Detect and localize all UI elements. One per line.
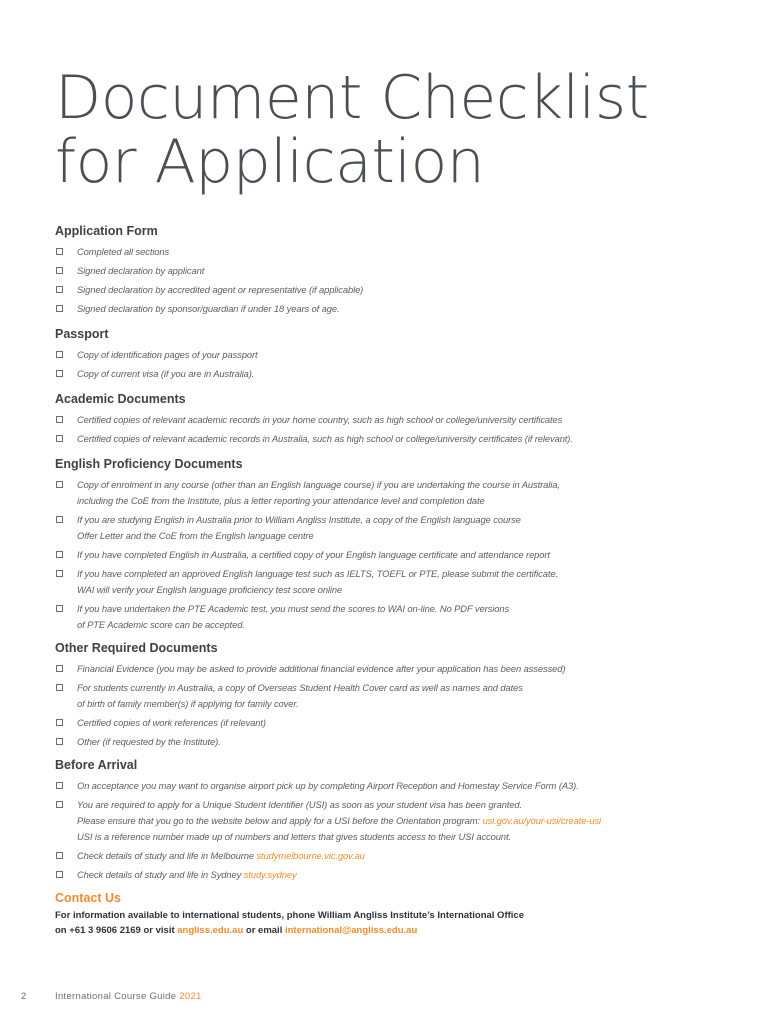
checklist-item: If you are studying English in Australia prior to William Angliss Institute, a copy of the English language course Offer Letter and the CoE from the English language centre [55, 512, 695, 544]
checkbox-icon[interactable] [56, 267, 63, 274]
checkbox-icon[interactable] [56, 435, 63, 442]
website-link[interactable]: angliss.edu.au [177, 925, 244, 936]
checkbox-icon[interactable] [56, 248, 63, 255]
checkbox-icon[interactable] [56, 871, 63, 878]
section-english-proficiency [55, 455, 695, 633]
study-sydney-link[interactable]: study.sydney [243, 869, 297, 880]
checkbox-icon[interactable] [56, 665, 63, 672]
checklist-item: Financial Evidence (you may be asked to provide additional financial evidence after your application has been assessed) [55, 661, 695, 677]
checklist-item: If you have completed an approved English language test such as IELTS, TOEFL or PTE, please submit the certificate. WAI will verify your English language proficiency test score online [55, 566, 695, 598]
checklist-item: Signed declaration by applicant [55, 263, 695, 279]
footer-guide: International Course Guide 2021 [55, 991, 202, 1002]
checkbox-icon[interactable] [56, 782, 63, 789]
checkbox-icon[interactable] [56, 801, 63, 808]
checklist-item: Signed declaration by accredited agent or representative (if applicable) [55, 282, 695, 298]
page-title-line2: for Application [55, 127, 485, 197]
section-other-required [55, 639, 695, 750]
checkbox-icon[interactable] [56, 570, 63, 577]
section-academic-documents [55, 390, 695, 447]
page-footer [0, 991, 770, 1007]
footer-year: 2021 [179, 991, 202, 1002]
checklist-item: If you have completed English in Australia, a certified copy of your English language certificate and attendance report [55, 547, 695, 563]
contact-text: For information available to international students, phone William Angliss Institute’s International Office on +61 3 9606 2169 or visit angliss.edu.au or email international@angliss.edu.au [55, 910, 524, 936]
checkbox-icon[interactable] [56, 852, 63, 859]
checklist-item: On acceptance you may want to organise airport pick up by completing Airport Reception and Homestay Service Form (A3). [55, 778, 695, 794]
checklist-item: Copy of current visa (if you are in Australia). [55, 366, 695, 382]
checkbox-icon[interactable] [56, 305, 63, 312]
checklist-item: Certified copies of work references (if relevant) [55, 715, 695, 731]
checkbox-icon[interactable] [56, 286, 63, 293]
checklist-item: You are required to apply for a Unique Student Identifier (USI) as soon as your student visa has been granted. Please ensure that you go to the website below and apply for a USI before the Orientation program: usi.gov.au/your-usi/create-usi USI is a reference number made up of numbers and letters that gives students access to their USI account. [55, 797, 695, 845]
page-title-line1: Document Checklist [55, 63, 649, 133]
section-heading: Academic Documents [55, 392, 186, 406]
checkbox-icon[interactable] [56, 481, 63, 488]
checklist-item: Other (if requested by the Institute). [55, 734, 695, 750]
section-heading: Application Form [55, 224, 158, 238]
checklist-item: Signed declaration by sponsor/guardian if under 18 years of age. [55, 301, 695, 317]
checkbox-icon[interactable] [56, 605, 63, 612]
checklist-item: Check details of study and life in Melbourne studymelbourne.vic.gov.au [55, 848, 695, 864]
section-heading: Other Required Documents [55, 641, 218, 655]
page-number: 2 [21, 991, 27, 1002]
checkbox-icon[interactable] [56, 416, 63, 423]
checkbox-icon[interactable] [56, 516, 63, 523]
checklist-item: If you have undertaken the PTE Academic test, you must send the scores to WAI on-line. No PDF versions of PTE Academic score can be accepted. [55, 601, 695, 633]
email-link[interactable]: international@angliss.edu.au [284, 925, 418, 936]
section-heading: English Proficiency Documents [55, 457, 243, 471]
checklist-item: Certified copies of relevant academic records in Australia, such as high school or college/university certificates (if relevant). [55, 431, 695, 447]
section-application-form [55, 222, 695, 317]
checklist-content [55, 222, 695, 938]
checkbox-icon[interactable] [56, 351, 63, 358]
section-contact [55, 889, 695, 938]
section-heading: Passport [55, 327, 109, 341]
section-heading: Before Arrival [55, 758, 138, 772]
study-melbourne-link[interactable]: studymelbourne.vic.gov.au [256, 850, 365, 861]
checkbox-icon[interactable] [56, 551, 63, 558]
contact-heading: Contact Us [55, 891, 121, 905]
checklist-item: Certified copies of relevant academic records in your home country, such as high school or college/university certificates [55, 412, 695, 428]
checklist-item: Check details of study and life in Sydney study.sydney [55, 867, 695, 883]
section-before-arrival [55, 756, 695, 883]
checklist-item: For students currently in Australia, a copy of Overseas Student Health Cover card as well as names and dates of birth of family member(s) if applying for family cover. [55, 680, 695, 712]
checklist-item: Completed all sections [55, 244, 695, 260]
page-title [55, 63, 649, 197]
checkbox-icon[interactable] [56, 719, 63, 726]
usi-link[interactable]: usi.gov.au/your-usi/create-usi [482, 815, 602, 826]
checkbox-icon[interactable] [56, 684, 63, 691]
checklist-item: Copy of identification pages of your passport [55, 347, 695, 363]
checkbox-icon[interactable] [56, 370, 63, 377]
section-passport [55, 325, 695, 382]
checkbox-icon[interactable] [56, 738, 63, 745]
checklist-item: Copy of enrolment in any course (other than an English language course) if you are undertaking the course in Australia, including the CoE from the Institute, plus a letter reporting your attendance level and completion date [55, 477, 695, 509]
